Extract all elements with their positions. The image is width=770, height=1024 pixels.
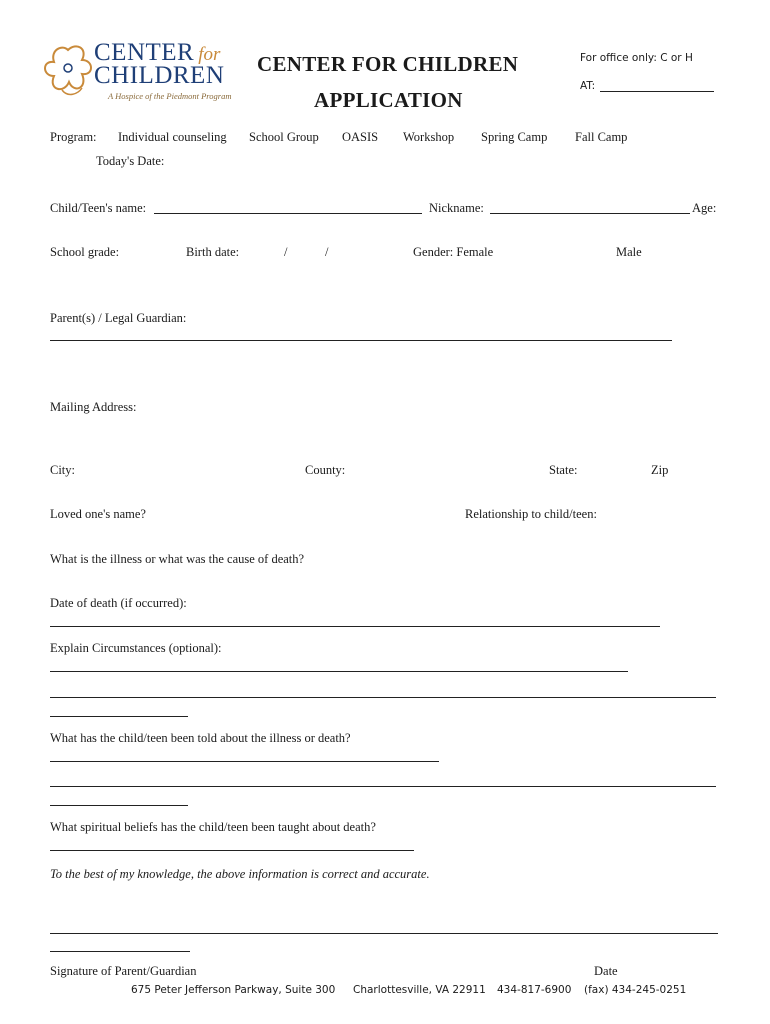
relationship-label: Relationship to child/teen: — [465, 507, 597, 521]
program-option-individual[interactable]: Individual counseling — [118, 130, 227, 144]
birth-date-slash-1: / — [284, 245, 288, 259]
date-of-death-line[interactable] — [50, 626, 660, 627]
signature-line-1[interactable] — [50, 933, 718, 934]
logo-word-children: CHILDREN — [94, 62, 225, 89]
birth-date-slash-2: / — [325, 245, 329, 259]
date-of-death-label: Date of death (if occurred): — [50, 596, 187, 610]
school-grade-label: School grade: — [50, 245, 120, 259]
footer-fax: (fax) 434-245-0251 — [584, 984, 687, 996]
logo-word-center: CENTER — [94, 39, 195, 66]
gender-female-option[interactable]: Gender: Female — [413, 245, 494, 259]
footer-city: Charlottesville, VA 22911 — [353, 984, 486, 996]
mailing-address-label: Mailing Address: — [50, 400, 137, 414]
circumstances-line-1[interactable] — [50, 671, 628, 672]
parent-guardian-line[interactable] — [50, 340, 672, 341]
child-name-label: Child/Teen's name: — [50, 201, 147, 215]
program-option-workshop[interactable]: Workshop — [403, 130, 455, 144]
logo — [42, 39, 232, 104]
parent-guardian-label: Parent(s) / Legal Guardian: — [50, 311, 187, 325]
nickname-label: Nickname: — [429, 201, 484, 215]
gender-male-option[interactable]: Male — [616, 245, 642, 259]
flower-logo-icon — [42, 42, 94, 98]
form-subtitle: APPLICATION — [314, 88, 463, 112]
zip-label: Zip — [651, 463, 669, 477]
loved-one-label: Loved one's name? — [50, 507, 146, 521]
told-line-1[interactable] — [50, 761, 439, 762]
program-option-spring-camp[interactable]: Spring Camp — [481, 130, 548, 144]
program-option-oasis[interactable]: OASIS — [342, 130, 379, 144]
attestation-statement: To the best of my knowledge, the above information is correct and accurate. — [50, 867, 430, 881]
nickname-line[interactable] — [490, 213, 690, 214]
logo-word-for: for — [198, 44, 221, 65]
signature-date-label: Date — [594, 964, 618, 978]
state-label: State: — [549, 463, 578, 477]
program-label: Program: — [50, 130, 97, 144]
footer-phone: 434-817-6900 — [497, 984, 572, 996]
office-at-line[interactable] — [600, 91, 714, 92]
program-option-fall-camp[interactable]: Fall Camp — [575, 130, 628, 144]
todays-date-label: Today's Date: — [96, 154, 165, 168]
told-question: What has the child/teen been told about the illness or death? — [50, 731, 351, 745]
circumstances-label: Explain Circumstances (optional): — [50, 641, 222, 655]
birth-date-label: Birth date: — [186, 245, 240, 259]
spiritual-question: What spiritual beliefs has the child/teen been taught about death? — [50, 820, 376, 834]
office-at-label: AT: — [580, 80, 596, 92]
footer-address: 675 Peter Jefferson Parkway, Suite 300 — [131, 984, 336, 996]
circumstances-line-2[interactable] — [50, 697, 716, 698]
county-label: County: — [305, 463, 346, 477]
logo-tagline: A Hospice of the Piedmont Program — [108, 91, 232, 101]
spiritual-line[interactable] — [50, 850, 414, 851]
city-label: City: — [50, 463, 76, 477]
told-line-3[interactable] — [50, 805, 188, 806]
child-name-line[interactable] — [154, 213, 422, 214]
illness-question: What is the illness or what was the cause of death? — [50, 552, 305, 566]
form-title: CENTER FOR CHILDREN — [257, 52, 519, 76]
signature-line-2[interactable] — [50, 951, 190, 952]
program-option-school-group[interactable]: School Group — [249, 130, 319, 144]
office-only-label: For office only: C or H — [580, 52, 693, 64]
told-line-2[interactable] — [50, 786, 716, 787]
circumstances-line-3[interactable] — [50, 716, 188, 717]
signature-label: Signature of Parent/Guardian — [50, 964, 197, 978]
age-label: Age: — [692, 201, 717, 215]
